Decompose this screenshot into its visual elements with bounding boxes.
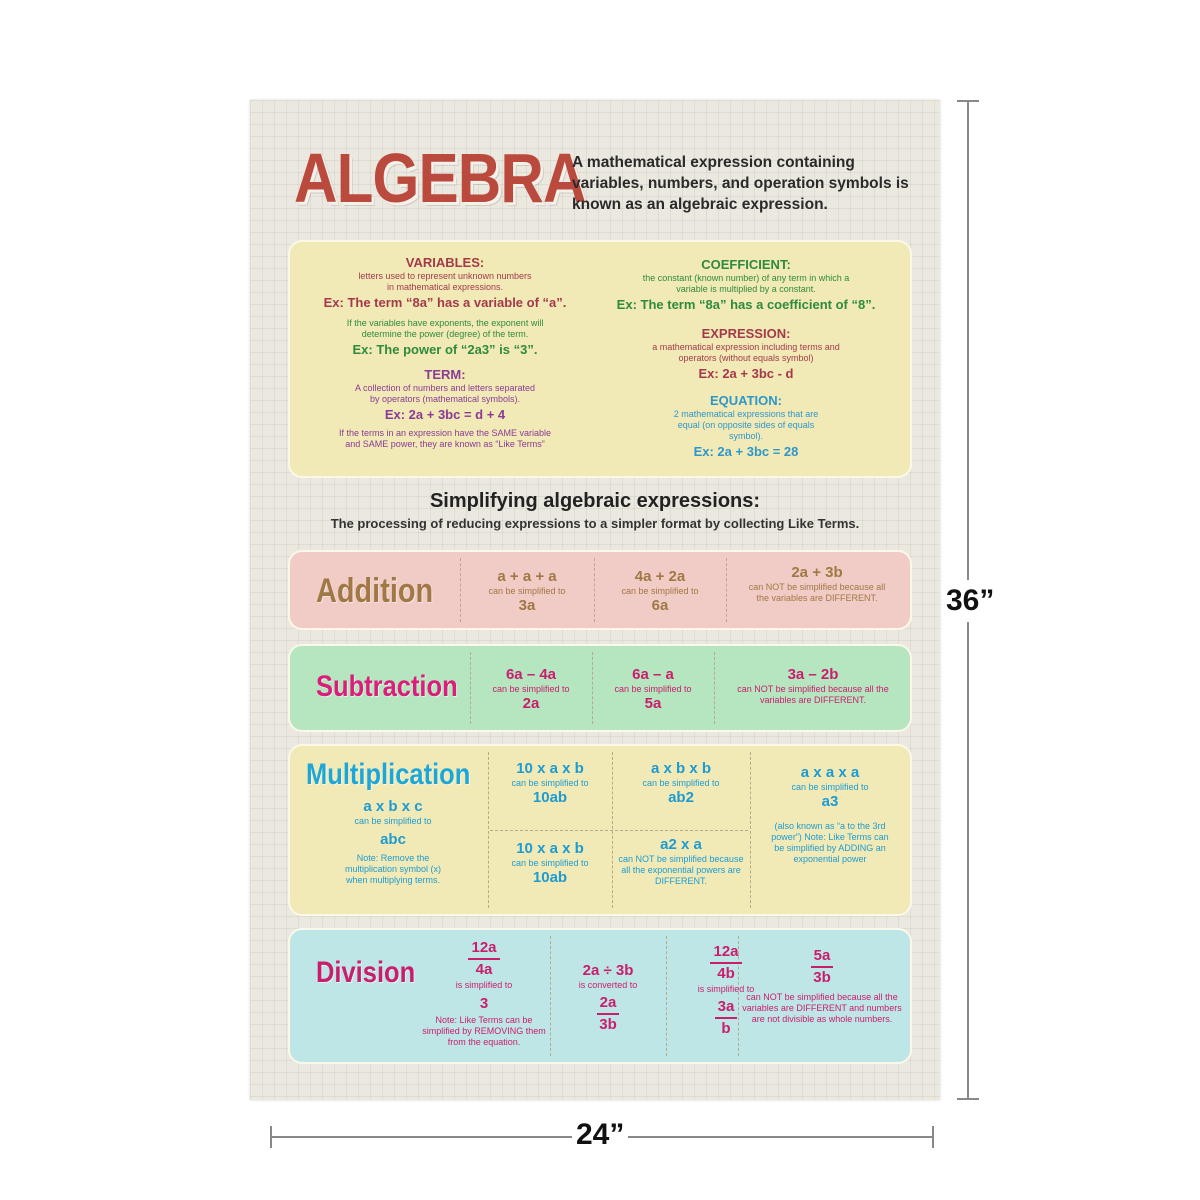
divider [726,558,727,622]
variables-example: Ex: The term “8a” has a variable of “a”. [323,295,567,310]
width-label: 24” [572,1118,628,1152]
division-note: is simplified to [455,980,513,990]
division-fraction [811,946,834,988]
multiplication-title: Multiplication [306,758,471,791]
definitions-right-column [606,252,886,463]
subtraction-result: 2a [522,695,540,712]
multiplication-note: can be simplified to [511,858,589,868]
coefficient-desc: the constant (known number) of any term in which a variable is multiplied by a constant. [642,273,850,294]
subtraction-note: can be simplified to [614,684,692,694]
addition-result: 3a [518,597,536,614]
fraction-numerator: 2a [597,993,620,1015]
definitions-panel [288,240,912,478]
fraction-numerator: 5a [811,946,834,968]
subtraction-expr: 6a – 4a [505,666,557,683]
addition-expr: 4a + 2a [634,568,686,585]
equation-heading: EQUATION: [710,393,782,408]
multiplication-band [288,744,912,916]
subtraction-cell [472,666,590,713]
division-note: can NOT be simplified because all the variables are DIFFERENT and numbers are not divisible as whole numbers. [742,992,902,1024]
addition-title: Addition [316,572,434,610]
addition-result: 6a [651,597,669,614]
divider [750,752,751,908]
multiplication-result: a3 [821,793,839,810]
division-fraction [715,997,738,1039]
term-note: If the terms in an expression have the SAME variable and SAME power, they are known as “Like Terms” [338,428,552,449]
variables-example-2: Ex: The power of “2a3” is “3”. [352,342,538,357]
height-dimension-cap [957,1098,979,1100]
subtraction-expr: 3a – 2b [787,666,839,683]
multiplication-expr: 10 x a x b [516,840,584,857]
equation-example: Ex: 2a + 3bc = 28 [693,444,799,459]
divider [490,830,748,831]
expression-desc: a mathematical expression including terms and operators (without equals symbol) [652,342,840,363]
term-desc: A collection of numbers and letters separated by operators (mathematical symbols). [354,383,536,404]
multiplication-note: can be simplified to [642,778,720,788]
division-result: 3 [479,995,489,1012]
expression-heading: EXPRESSION: [701,326,791,341]
width-dimension-cap [270,1126,272,1148]
fraction-denominator: 3b [813,969,831,986]
division-fraction [710,942,741,984]
height-dimension-cap [957,100,979,102]
divider [470,652,471,724]
multiplication-cell [760,764,900,865]
multiplication-note: can be simplified to [354,816,432,826]
divider [714,652,715,724]
height-label: 36” [944,580,996,622]
multiplication-expr: a x b x b [650,760,712,777]
addition-note: can NOT be simplified because all the variables are DIFFERENT. [748,582,886,603]
divider [550,936,551,1056]
division-note: is converted to [578,980,638,990]
divider [594,558,595,622]
division-title: Division [316,956,416,989]
subtraction-expr: 6a – a [632,666,674,683]
subtraction-result: 5a [644,695,662,712]
fraction-denominator: b [721,1020,731,1037]
divider [460,558,461,622]
variables-heading: VARIABLES: [405,255,485,270]
subtraction-cell [728,666,898,706]
poster-title: ALGEBRA [294,139,586,217]
division-fraction [597,993,620,1035]
addition-band [288,550,912,630]
multiplication-cell [490,760,610,807]
addition-cell [462,568,592,615]
division-expr: 2a ÷ 3b [582,962,634,979]
subtraction-note: can be simplified to [492,684,570,694]
multiplication-footnote: Note: Remove the multiplication symbol (x) when multiplying terms. [344,853,442,885]
multiplication-footnote: (also known as “a to the 3rd power”) Note: Like Terms can be simplified by ADDING an exponential power [771,821,889,864]
multiplication-expr: a2 x a [660,836,702,853]
width-dimension-cap [932,1126,934,1148]
equation-desc: 2 mathematical expressions that are equal (on opposite sides of equals symbol). [673,409,819,441]
divider [592,652,593,724]
subtraction-note: can NOT be simplified because all the variables are DIFFERENT. [737,684,889,705]
multiplication-result: ab2 [668,789,694,806]
multiplication-note: can be simplified to [511,778,589,788]
multiplication-expr: a x a x a [800,764,860,781]
division-fraction [468,938,499,980]
term-example: Ex: 2a + 3bc = d + 4 [384,407,506,422]
fraction-denominator: 3b [599,1016,617,1033]
multiplication-result: 10ab [532,789,568,806]
subtraction-title: Subtraction [316,670,458,703]
subtraction-band [288,644,912,732]
fraction-denominator: 4b [717,965,735,982]
fraction-denominator: 4a [475,961,493,978]
term-heading: TERM: [424,367,466,382]
division-cell [422,938,546,1048]
poster-intro: A mathematical expression containing variables, numbers, and operation symbols is known as an algebraic expression. [572,154,909,213]
addition-cell [596,568,724,615]
addition-note: can be simplified to [488,586,566,596]
fraction-numerator: 3a [715,997,738,1019]
expression-example: Ex: 2a + 3bc - d [698,366,794,381]
simplifying-subheading: The processing of reducing expressions to a simpler format by collecting Like Terms. [330,516,860,531]
multiplication-result: 10ab [532,869,568,886]
addition-cell [742,564,892,604]
addition-expr: 2a + 3b [791,564,843,581]
multiplication-result: abc [380,831,406,848]
division-footnote: Note: Like Terms can be simplified by REMOVING them from the equation. [422,1015,546,1047]
multiplication-note: can NOT be simplified because all the exponential powers are DIFFERENT. [618,854,744,886]
addition-expr: a + a + a [497,568,557,585]
division-cell [552,962,664,1035]
multiplication-expr: a x b x c [363,798,423,815]
multiplication-cell [614,760,748,807]
multiplication-intro [308,798,478,886]
subtraction-cell [594,666,712,713]
variables-note: If the variables have exponents, the exponent will determine the power (degree) of the term. [346,318,544,339]
addition-note: can be simplified to [621,586,699,596]
divider [488,752,489,908]
division-band [288,928,912,1064]
definitions-left-column [310,250,580,451]
multiplication-cell [614,836,748,887]
variables-desc: letters used to represent unknown numbers in mathematical expressions. [358,271,532,292]
multiplication-note: can be simplified to [791,782,869,792]
coefficient-example: Ex: The term “8a” has a coefficient of “8”. [616,297,876,312]
fraction-numerator: 12a [468,938,499,960]
multiplication-cell [490,840,610,887]
simplifying-heading: Simplifying algebraic expressions: [429,490,761,512]
division-cell [740,946,904,1025]
fraction-numerator: 12a [710,942,741,964]
division-note: is simplified to [697,984,755,994]
algebra-poster [250,100,940,1100]
coefficient-heading: COEFFICIENT: [701,257,791,272]
multiplication-expr: 10 x a x b [516,760,584,777]
